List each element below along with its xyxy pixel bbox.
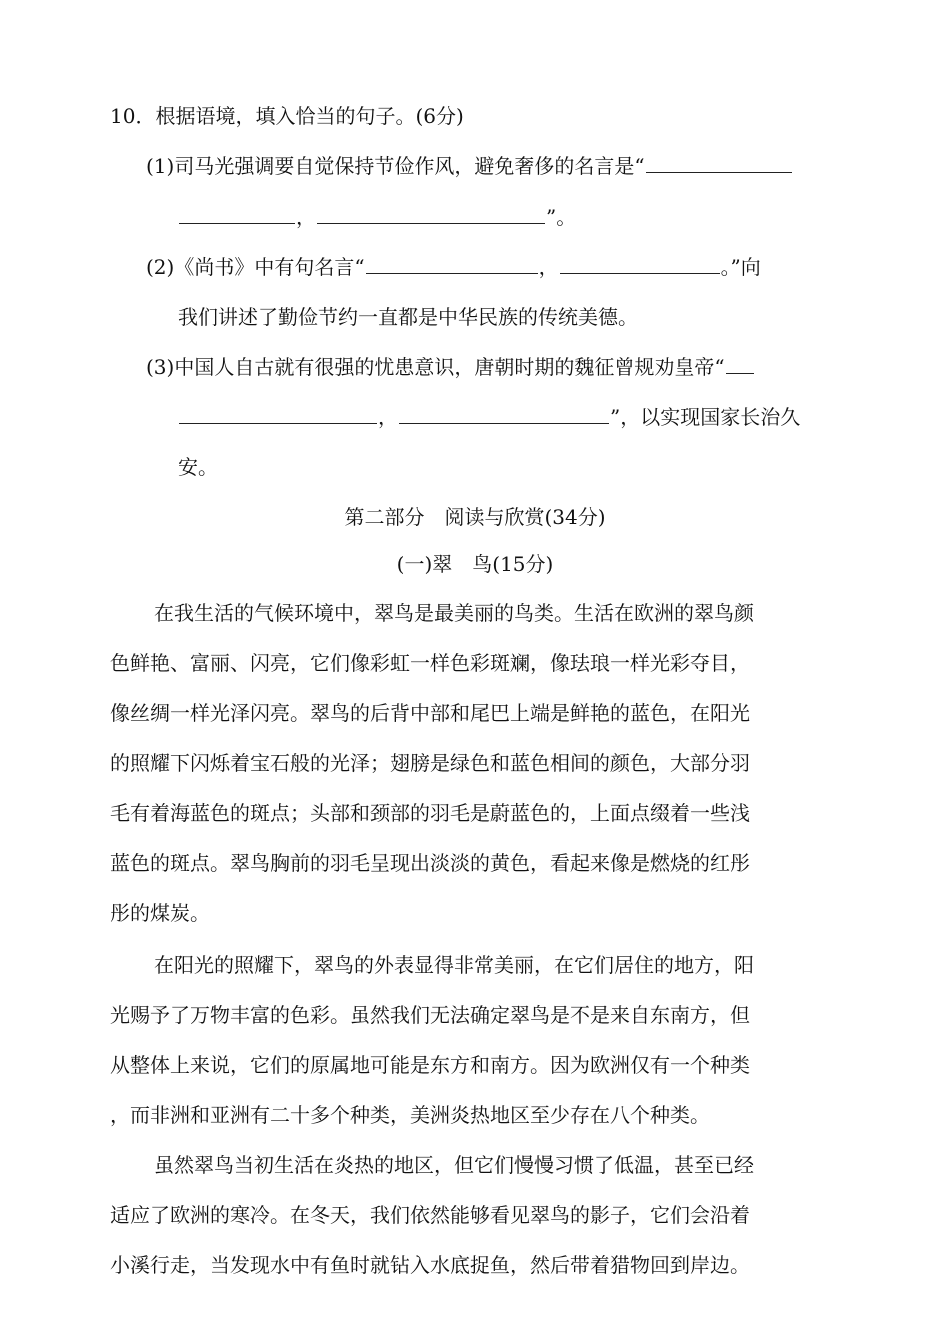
answer-blank[interactable] xyxy=(179,403,377,424)
q10-item1-line1 xyxy=(146,152,793,180)
answer-blank[interactable] xyxy=(560,253,720,274)
q10-item3-text1: (3)中国人自古就有很强的忧患意识，唐朝时期的魏征曾规劝皇帝“ xyxy=(146,355,725,379)
answer-blank[interactable] xyxy=(726,353,754,374)
answer-blank[interactable] xyxy=(179,203,295,224)
q10-item2-comma: ， xyxy=(538,255,559,279)
passage-line: 的照耀下闪烁着宝石般的光泽；翅膀是绿色和蓝色相间的颜色，大部分羽 xyxy=(110,751,750,775)
passage-line: 光赐予了万物丰富的色彩。虽然我们无法确定翠鸟是不是来自东南方，但 xyxy=(110,1003,750,1027)
passage-line: 在阳光的照耀下，翠鸟的外表显得非常美丽，在它们居住的地方，阳 xyxy=(154,953,754,977)
part2-title: 第二部分 阅读与欣赏(34分) xyxy=(344,505,606,529)
question-title: 10．根据语境，填入恰当的句子。(6分) xyxy=(110,104,464,128)
answer-blank[interactable] xyxy=(646,152,792,173)
answer-blank[interactable] xyxy=(317,203,545,224)
passage-line: 彤的煤炭。 xyxy=(110,901,210,925)
q10-item3-line2 xyxy=(178,403,800,431)
q10-item2-line2: 我们讲述了勤俭节约一直都是中华民族的传统美德。 xyxy=(178,305,638,329)
q10-item3-end: ”，以实现国家长治久 xyxy=(610,405,801,429)
passage-line: ，而非洲和亚洲有二十多个种类，美洲炎热地区至少存在八个种类。 xyxy=(110,1103,710,1127)
passage-line: 虽然翠鸟当初生活在炎热的地区，但它们慢慢习惯了低温，甚至已经 xyxy=(154,1153,754,1177)
q10-item1-text1: (1)司马光强调要自觉保持节俭作风，避免奢侈的名言是“ xyxy=(146,154,645,178)
q10-item3-line1 xyxy=(146,353,755,381)
answer-blank[interactable] xyxy=(399,403,609,424)
q10-item2-end: 。”向 xyxy=(720,255,761,279)
passage-line: 像丝绸一样光泽闪亮。翠鸟的后背中部和尾巴上端是鲜艳的蓝色，在阳光 xyxy=(110,701,750,725)
passage-line: 蓝色的斑点。翠鸟胸前的羽毛呈现出淡淡的黄色，看起来像是燃烧的红彤 xyxy=(110,851,750,875)
section-subtitle: (一)翠 鸟(15分) xyxy=(396,552,554,576)
passage-line: 适应了欧洲的寒冷。在冬天，我们依然能够看见翠鸟的影子，它们会沿着 xyxy=(110,1203,750,1227)
passage-line: 毛有着海蓝色的斑点；头部和颈部的羽毛是蔚蓝色的，上面点缀着一些浅 xyxy=(110,801,750,825)
passage-line: 小溪行走，当发现水中有鱼时就钻入水底捉鱼，然后带着猎物回到岸边。 xyxy=(110,1253,750,1277)
answer-blank[interactable] xyxy=(366,253,538,274)
passage-line: 在我生活的气候环境中，翠鸟是最美丽的鸟类。生活在欧洲的翠鸟颜 xyxy=(154,601,754,625)
q10-item2-line1 xyxy=(146,253,761,281)
q10-item2-text1: (2)《尚书》中有句名言“ xyxy=(146,255,365,279)
q10-item1-end: ”。 xyxy=(546,205,577,229)
q10-item3-comma: ， xyxy=(378,405,398,429)
passage-line: 从整体上来说，它们的原属地可能是东方和南方。因为欧洲仅有一个种类 xyxy=(110,1053,750,1077)
q10-item1-line2 xyxy=(178,203,576,231)
passage-line: 色鲜艳、富丽、闪亮，它们像彩虹一样色彩斑斓，像珐琅一样光彩夺目， xyxy=(110,651,750,675)
q10-item3-line3: 安。 xyxy=(178,455,218,479)
q10-item1-comma: ， xyxy=(296,205,316,229)
